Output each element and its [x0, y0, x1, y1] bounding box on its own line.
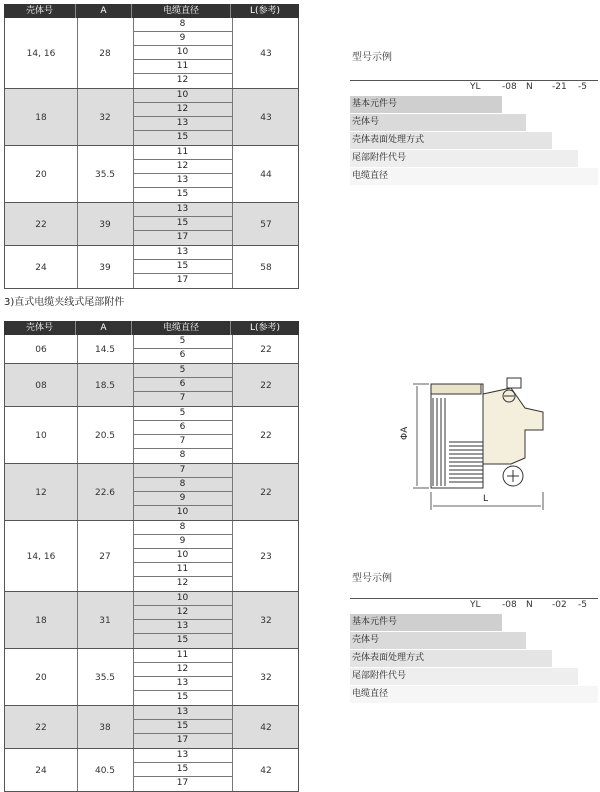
dimension-a-cell: 31 [99, 615, 111, 626]
shell-no-cell: 06 [35, 344, 47, 355]
shell-no-cell: 10 [35, 430, 47, 441]
cable-diameter-cell: 17 [176, 232, 189, 242]
model-code-segment: -08 [502, 82, 517, 92]
cable-diameter-cell: 10 [133, 46, 232, 60]
table-row [4, 146, 299, 203]
dimension-a-cell: 28 [99, 48, 111, 59]
table-row [4, 649, 299, 706]
model-code-segment: YL [470, 600, 481, 610]
header-shell-no: 壳体号 [4, 321, 76, 335]
length-l-cell: 44 [260, 169, 272, 180]
cable-diameter-cell: 9 [133, 535, 232, 549]
cable-diameter-cell: 17 [176, 735, 189, 745]
model-code-label: 基本元件号 [350, 96, 502, 113]
dimension-a-cell: 38 [99, 722, 111, 733]
cable-diameter-cell: 12 [133, 663, 232, 677]
cable-diameter-cell: 5 [133, 335, 232, 349]
shell-no-cell: 22 [35, 722, 47, 733]
shell-no-cell: 18 [35, 615, 47, 626]
cable-diameter-cell: 6 [133, 421, 232, 435]
dimension-a-cell: 20.5 [94, 430, 116, 441]
cable-diameter-cell: 17 [176, 275, 189, 285]
cable-diameter-cell: 12 [176, 578, 189, 588]
cable-diameter-cell: 17 [176, 778, 189, 788]
length-l-cell: 58 [260, 262, 272, 273]
length-l-cell: 22 [260, 430, 272, 441]
dimension-a-cell: 35.5 [94, 672, 116, 683]
header-a: A [76, 4, 132, 18]
length-l-cell: 23 [260, 551, 272, 562]
header-l-reference: L(参考) [249, 6, 281, 16]
model-code-label: 电缆直径 [350, 168, 598, 185]
cable-diameter-cell: 13 [133, 246, 232, 260]
cable-diameter-cell: 13 [133, 620, 232, 634]
cable-diameter-cell: 11 [133, 563, 232, 577]
cable-diameter-cell: 13 [133, 203, 232, 217]
clamp-tab [507, 378, 521, 388]
shell-no-cell: 14, 16 [26, 551, 56, 562]
shell-no-cell: 14, 16 [26, 48, 56, 59]
cable-diameter-cell: 8 [133, 18, 232, 32]
divider [350, 598, 598, 599]
dimension-a-cell: 39 [99, 262, 111, 273]
model-code-label: 基本元件号 [350, 614, 502, 631]
dimension-a-cell: 27 [99, 551, 111, 562]
table-header [4, 4, 299, 18]
shell-no-cell: 18 [35, 112, 47, 123]
shell-no-cell: 08 [35, 380, 47, 391]
cable-diameter-cell: 15 [176, 692, 189, 702]
length-l-cell: 42 [260, 722, 272, 733]
dimension-a-cell: 22.6 [94, 487, 116, 498]
length-l-cell: 43 [260, 112, 272, 123]
header-shell-no: 壳体号 [4, 4, 76, 18]
model-code-segment: -08 [502, 600, 517, 610]
model-code-segment: N [526, 600, 533, 610]
table-row [4, 335, 299, 364]
cable-diameter-cell: 15 [133, 763, 232, 777]
cable-clamp [483, 388, 543, 464]
table-row [4, 246, 299, 289]
model-code-segment: -02 [552, 600, 567, 610]
model-example-title: 型号示例 [352, 573, 392, 584]
table-row [4, 464, 299, 521]
cable-diameter-cell: 13 [133, 117, 232, 131]
table-row [4, 521, 299, 592]
header-cable-diameter: 电缆直径 [132, 4, 231, 18]
table-row [4, 364, 299, 407]
cable-diameter-cell: 13 [133, 749, 232, 763]
connector-body [431, 384, 483, 488]
model-code-segment: -21 [552, 82, 567, 92]
cable-diameter-cell: 11 [133, 60, 232, 74]
coupling-flange [431, 384, 481, 394]
cable-diameter-cell: 11 [133, 146, 232, 160]
cable-diameter-cell: 8 [133, 521, 232, 535]
cable-diameter-cell: 12 [133, 606, 232, 620]
shell-no-cell: 24 [35, 262, 47, 273]
table-row [4, 89, 299, 146]
cable-diameter-cell: 15 [176, 635, 189, 645]
shell-no-cell: 24 [35, 765, 47, 776]
dimension-a-cell: 39 [99, 219, 111, 230]
model-code-segment: -5 [578, 82, 587, 92]
cable-diameter-cell: 9 [133, 32, 232, 46]
length-l-cell: 32 [260, 615, 272, 626]
model-code-label: 壳体表面处理方式 [350, 650, 552, 667]
model-code-segment: -5 [578, 600, 587, 610]
cable-diameter-cell: 8 [133, 478, 232, 492]
dimension-a-cell: 14.5 [94, 344, 116, 355]
cable-diameter-cell: 10 [133, 592, 232, 606]
shell-no-cell: 12 [35, 487, 47, 498]
divider [350, 80, 598, 81]
model-code-segment: N [526, 82, 533, 92]
shell-no-cell: 22 [35, 219, 47, 230]
cable-diameter-cell: 12 [133, 160, 232, 174]
table-row [4, 407, 299, 464]
cable-diameter-cell: 7 [133, 435, 232, 449]
dimension-a-cell: 32 [99, 112, 111, 123]
header-cable-diameter: 电缆直径 [132, 321, 231, 335]
cable-diameter-cell: 13 [133, 706, 232, 720]
table-header [4, 321, 299, 335]
section-3-title: 3)直式电缆夹线式尾部附件 [4, 297, 125, 308]
cable-diameter-cell: 15 [133, 217, 232, 231]
model-code-label: 壳体表面处理方式 [350, 132, 552, 149]
cable-diameter-cell: 10 [133, 89, 232, 103]
dimension-l-label: L [483, 494, 489, 504]
cable-diameter-cell: 5 [133, 364, 232, 378]
dimension-a-cell: 40.5 [94, 765, 116, 776]
cable-diameter-cell: 6 [133, 378, 232, 392]
length-l-cell: 22 [260, 344, 272, 355]
cable-diameter-cell: 5 [133, 407, 232, 421]
model-example-title: 型号示例 [352, 52, 392, 63]
length-l-cell: 22 [260, 487, 272, 498]
model-code-segment: YL [470, 82, 481, 92]
shell-no-cell: 20 [35, 672, 47, 683]
cable-diameter-cell: 9 [133, 492, 232, 506]
cable-diameter-cell: 15 [176, 132, 189, 142]
table-row [4, 203, 299, 246]
table-row [4, 706, 299, 749]
cable-diameter-cell: 12 [133, 103, 232, 117]
model-code-label: 电缆直径 [350, 686, 598, 703]
cable-diameter-cell: 15 [176, 189, 189, 199]
model-example-diagram [350, 598, 600, 718]
cable-diameter-cell: 11 [133, 649, 232, 663]
length-l-cell: 42 [260, 765, 272, 776]
length-l-cell: 43 [260, 48, 272, 59]
cable-diameter-cell: 10 [176, 507, 189, 517]
table-row [4, 18, 299, 89]
dimension-a-cell: 35.5 [94, 169, 116, 180]
header-a: A [76, 321, 132, 335]
model-code-label: 壳体号 [350, 114, 526, 131]
table-row [4, 592, 299, 649]
length-l-cell: 32 [260, 672, 272, 683]
model-code-label: 壳体号 [350, 632, 526, 649]
header-l-reference: L(参考) [249, 323, 281, 333]
cable-diameter-cell: 7 [179, 393, 186, 403]
cable-diameter-cell: 12 [176, 75, 189, 85]
cable-diameter-cell: 13 [133, 677, 232, 691]
cable-diameter-cell: 6 [179, 350, 186, 360]
length-l-cell: 57 [260, 219, 272, 230]
cable-diameter-cell: 8 [179, 450, 186, 460]
model-example-diagram [350, 80, 600, 200]
cable-diameter-cell: 13 [133, 174, 232, 188]
length-l-cell: 22 [260, 380, 272, 391]
cable-diameter-cell: 15 [133, 260, 232, 274]
model-code-label: 尾部附件代号 [350, 668, 578, 685]
dimension-a-label: ΦA [400, 426, 410, 440]
cable-diameter-cell: 10 [133, 549, 232, 563]
connector-tail-drawing [393, 368, 553, 518]
cable-diameter-cell: 7 [133, 464, 232, 478]
cable-diameter-cell: 15 [133, 720, 232, 734]
model-code-label: 尾部附件代号 [350, 150, 578, 167]
dimension-a-cell: 18.5 [94, 380, 116, 391]
shell-no-cell: 20 [35, 169, 47, 180]
